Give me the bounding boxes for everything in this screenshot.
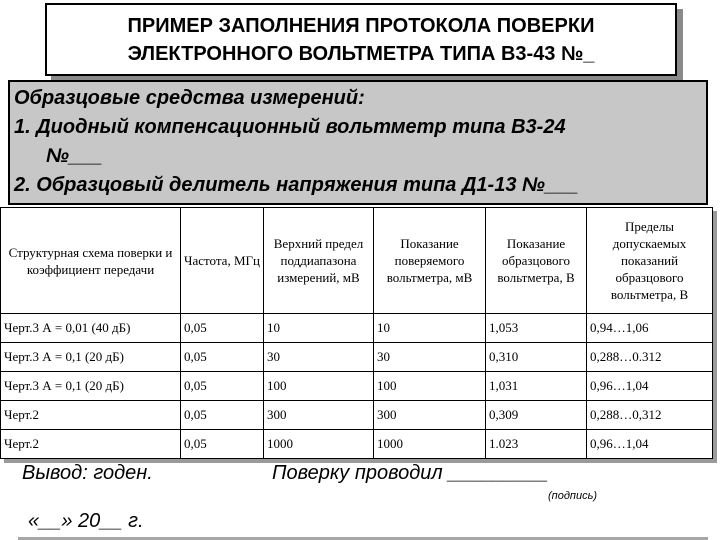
cell-frequency: 0,05 <box>181 314 264 343</box>
reference-item-1-number: №___ <box>46 145 103 167</box>
cell-upper-limit: 30 <box>264 343 374 372</box>
protocol-title <box>45 3 677 76</box>
cell-frequency: 0,05 <box>181 401 264 430</box>
cell-tested-reading: 300 <box>374 401 486 430</box>
cell-tested-reading: 1000 <box>374 430 486 459</box>
header-frequency: Частота, МГц <box>181 208 264 314</box>
cell-tested-reading: 30 <box>374 343 486 372</box>
cell-reference-reading: 0,309 <box>486 401 587 430</box>
verifier-line: Поверку проводил _________ <box>272 462 549 484</box>
table-row <box>1 401 713 430</box>
verification-table <box>0 207 713 459</box>
header-tolerance: Пределы допускаемых показаний образцового вольтметра, В <box>587 208 713 314</box>
cell-reference-reading: 1,053 <box>486 314 587 343</box>
cell-tolerance: 0,96…1,04 <box>587 430 713 459</box>
title-line-2: ЭЛЕКТРОННОГО ВОЛЬТМЕТРА ТИПА В3-43 №_ <box>127 42 595 65</box>
reference-item-1: 1. Диодный компенсационный вольтметр типа В3-24 <box>14 116 566 138</box>
cell-tolerance: 0,288…0.312 <box>587 343 713 372</box>
signature-caption: (подпись) <box>548 490 598 502</box>
conclusion-text: Вывод: годен. <box>22 462 153 484</box>
cell-tolerance: 0,96…1,04 <box>587 372 713 401</box>
cell-scheme: Черт.2 <box>1 430 181 459</box>
table-row <box>1 430 713 459</box>
table-row <box>1 343 713 372</box>
cell-scheme: Черт.3 А = 0,1 (20 дБ) <box>1 343 181 372</box>
cell-tested-reading: 100 <box>374 372 486 401</box>
cell-reference-reading: 1.023 <box>486 430 587 459</box>
cell-reference-reading: 0,310 <box>486 343 587 372</box>
table-row <box>1 372 713 401</box>
cell-upper-limit: 10 <box>264 314 374 343</box>
reference-item-2: 2. Образцовый делитель напряжения типа Д1-13 №___ <box>14 174 579 196</box>
cell-scheme: Черт.3 А = 0,01 (40 дБ) <box>1 314 181 343</box>
cell-tested-reading: 10 <box>374 314 486 343</box>
reference-instruments-box <box>8 80 708 205</box>
cell-tolerance: 0,288…0,312 <box>587 401 713 430</box>
header-reference-reading: Показание образцового вольтметра, В <box>486 208 587 314</box>
date-line: «__» 20__ г. <box>28 510 144 532</box>
table-header-row <box>1 208 713 314</box>
header-upper-limit: Верхний предел поддиапазона измерений, мВ <box>264 208 374 314</box>
cell-scheme: Черт.2 <box>1 401 181 430</box>
cell-upper-limit: 100 <box>264 372 374 401</box>
cell-tolerance: 0,94…1,06 <box>587 314 713 343</box>
title-line-1: ПРИМЕР ЗАПОЛНЕНИЯ ПРОТОКОЛА ПОВЕРКИ <box>127 14 595 37</box>
cell-upper-limit: 300 <box>264 401 374 430</box>
cell-frequency: 0,05 <box>181 343 264 372</box>
cell-frequency: 0,05 <box>181 372 264 401</box>
table-row <box>1 314 713 343</box>
cell-scheme: Черт.3 А = 0,1 (20 дБ) <box>1 372 181 401</box>
references-heading: Образцовые средства измерений: <box>14 87 365 109</box>
header-tested-reading: Показание поверяемого вольтметра, мВ <box>374 208 486 314</box>
header-scheme: Структурная схема поверки и коэффициент передачи <box>1 208 181 314</box>
cell-frequency: 0,05 <box>181 430 264 459</box>
cell-upper-limit: 1000 <box>264 430 374 459</box>
cell-reference-reading: 1,031 <box>486 372 587 401</box>
